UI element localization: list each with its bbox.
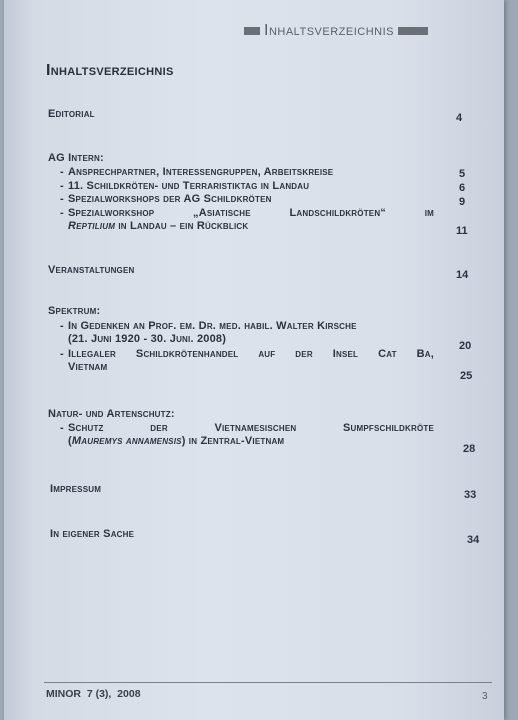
footer-rule (44, 682, 492, 683)
header-bar-right (398, 27, 428, 35)
page-number-impressum: 33 (464, 489, 477, 501)
section-spektrum: Spektrum: (48, 305, 101, 317)
page-number-veranstaltungen: 14 (456, 269, 469, 281)
page-number-eigene-sache: 34 (467, 534, 480, 546)
toc-item: - Spezialworkshops der AG Schildkröten (60, 193, 272, 205)
page-number: 25 (460, 370, 473, 382)
section-veranstaltungen: Veranstaltungen (48, 264, 135, 276)
section-naturschutz: Natur- und Artenschutz: (48, 408, 175, 420)
page-number: 11 (456, 225, 468, 237)
section-ag-intern: AG Intern: (48, 152, 104, 164)
toc-item: - Illegaler Schildkrötenhandel auf der Insel Cat Ba, Vietnam (60, 348, 434, 373)
document-page (4, 0, 504, 720)
section-editorial: Editorial (48, 108, 95, 120)
toc-item: - Spezialworkshop „Asiatische Landschildkröten“ im Reptilium in Landau – ein Rückblick (60, 207, 434, 232)
section-eigene-sache: In eigener Sache (50, 528, 135, 540)
header-bar-left (244, 27, 260, 35)
section-impressum: Impressum (50, 483, 102, 495)
page-number: 20 (459, 340, 472, 352)
footer-page-number: 3 (482, 691, 488, 702)
page-number: 6 (459, 182, 466, 194)
toc-item: - 11. Schildkröten- und Terraristiktag in Landau (60, 180, 310, 192)
toc-item: - In Gedenken an Prof. em. Dr. med. habil. Walter Kirsche (21. Juni 1920 - 30. Juni. 2008) (60, 320, 357, 345)
running-header (244, 22, 428, 40)
page-number: 5 (459, 168, 466, 180)
page-number-editorial: 4 (456, 112, 463, 124)
toc-item: - Ansprechpartner, Interessengruppen, Arbeitskreise (60, 166, 334, 178)
toc-item: - Schutz der Vietnamesischen Sumpfschildkröte (Mauremys annamensis) in Zentral-Vietnam (60, 422, 434, 447)
page-number: 9 (459, 196, 466, 208)
header-title: Inhaltsverzeichnis (264, 22, 394, 39)
footer-journal: MINOR 7 (3), 2008 (46, 688, 141, 700)
page-number: 28 (463, 443, 476, 455)
page-title: Inhaltsverzeichnis (46, 62, 174, 79)
